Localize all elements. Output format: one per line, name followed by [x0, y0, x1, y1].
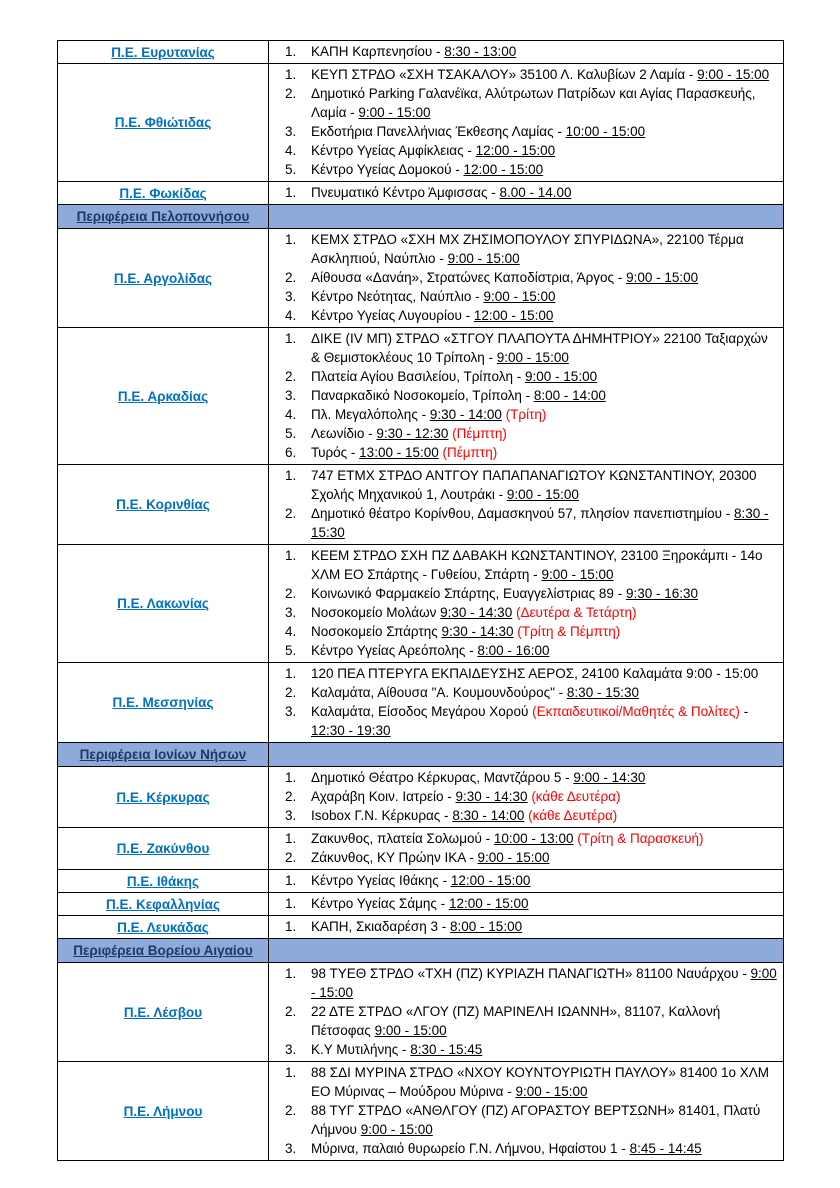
item-number: 2. — [285, 506, 297, 521]
location-text: Νοσοκομείο Σπάρτης — [311, 624, 442, 639]
item-text — [311, 306, 777, 325]
day-note: (Πέμπτη) — [438, 445, 498, 460]
location-text: ΚΕΜΧ ΣΤΡΔΟ «ΣΧΗ ΜΧ ΖΗΣΙΜΟΠΟΥΛΟΥ ΣΠΥΡΙΔΩΝΑ», 22100 Τέρμα Ασκληπιού, Ναύπλιο - — [311, 232, 744, 266]
time-range: 10:00 - 13:00 — [493, 831, 574, 846]
location-text: Αίθουσα «Δανάη», Στρατώνες Καποδίστρια, Άργος - — [311, 270, 627, 285]
list-item — [285, 917, 777, 936]
table-body — [58, 41, 784, 1161]
location-text: Ζακυνθος, πλατεία Σολωμού - — [311, 831, 494, 846]
location-text: Δημοτικό Θέατρο Κέρκυρας, Μαντζάρου 5 - — [311, 770, 574, 785]
item-number: 3. — [285, 124, 297, 139]
location-text: Κέντρο Υγείας Δομοκού - — [311, 162, 464, 177]
time-range: 9:00 - 15:00 — [360, 1122, 433, 1137]
item-text — [311, 287, 777, 306]
region-link[interactable]: Π.Ε. Λήμνου — [123, 1103, 203, 1119]
locations-cell — [269, 767, 784, 828]
item-number: 1. — [285, 548, 297, 563]
region-link[interactable]: Π.Ε. Κορινθίας — [116, 497, 210, 512]
time-range: 9:30 - 16:30 — [625, 586, 698, 601]
list-item — [285, 829, 777, 848]
list-item — [285, 183, 777, 202]
item-text — [311, 806, 777, 825]
item-text — [311, 603, 777, 622]
location-text: Isobox Γ.Ν. Κέρκυρας - — [311, 808, 453, 823]
time-range: 8:00 - 15:00 — [450, 919, 523, 934]
item-text — [311, 141, 777, 160]
time-range: 8:30 - 15:45 — [410, 1042, 483, 1057]
list-item — [285, 683, 777, 702]
item-text — [311, 443, 777, 462]
time-range: 9:00 - 15:00 — [525, 369, 598, 384]
region-name-cell — [58, 64, 269, 182]
locations-cell — [269, 893, 784, 916]
region-name-cell — [58, 963, 269, 1062]
time-range: 9:30 - 14:00 — [429, 407, 502, 422]
item-text — [311, 546, 777, 584]
item-number: 1. — [285, 185, 297, 200]
item-text — [311, 641, 777, 660]
item-number: 2. — [285, 850, 297, 865]
time-range: 10:00 - 15:00 — [565, 124, 646, 139]
item-number: 2. — [285, 270, 297, 285]
table-row — [58, 182, 784, 205]
item-text — [311, 65, 777, 84]
list-item — [285, 584, 777, 603]
region-schedule-table — [57, 40, 784, 1161]
locations-cell — [269, 870, 784, 893]
item-number: 5. — [285, 643, 297, 658]
region-name-cell — [58, 767, 269, 828]
item-text — [311, 871, 777, 890]
section-header-row — [58, 939, 784, 963]
item-text — [311, 84, 777, 122]
time-range: 9:00 - 15:00 — [447, 251, 520, 266]
item-number: 4. — [285, 308, 297, 323]
locations-cell — [269, 916, 784, 939]
item-number: 3. — [285, 1141, 297, 1156]
location-text: Πλατεία Αγίου Βασιλείου, Τρίπολη - — [311, 369, 526, 384]
item-text — [311, 183, 777, 202]
item-number: 1. — [285, 232, 297, 247]
time-range: 9:00 - 14:30 — [573, 770, 646, 785]
time-range: 9:30 - 14:30 — [441, 624, 514, 639]
list-item — [285, 641, 777, 660]
list-item — [285, 787, 777, 806]
locations-cell — [269, 663, 784, 743]
item-text — [311, 367, 777, 386]
item-number: 2. — [285, 86, 297, 101]
location-text: Παναρκαδικό Νοσοκομείο, Τρίπολη - — [311, 388, 534, 403]
table-row — [58, 916, 784, 939]
section-empty-cell — [269, 743, 784, 767]
list-item — [285, 367, 777, 386]
item-number: 1. — [285, 666, 297, 681]
list-item — [285, 1101, 777, 1139]
table-row — [58, 229, 784, 328]
time-range: 9:30 - 14:30 — [455, 789, 528, 804]
item-number: 3. — [285, 605, 297, 620]
location-text: Ζάκυνθος, ΚΥ Πρώην ΙΚΑ - — [311, 850, 478, 865]
time-range: 12:30 - 19:30 — [311, 723, 391, 738]
location-text: Εκδοτήρια Πανελλήνιας Έκθεσης Λαμίας - — [311, 124, 566, 139]
list-item — [285, 42, 777, 61]
item-text — [311, 329, 777, 367]
item-text — [311, 787, 777, 806]
location-text: Κ.Υ Μυτιλήνης - — [311, 1042, 411, 1057]
item-number: 3. — [285, 388, 297, 403]
list-item — [285, 546, 777, 584]
table-row — [58, 64, 784, 182]
table-row — [58, 328, 784, 465]
region-name-cell — [58, 663, 269, 743]
locations-cell — [269, 229, 784, 328]
list-item — [285, 768, 777, 787]
item-number: 2. — [285, 789, 297, 804]
list-item — [285, 1040, 777, 1059]
region-link[interactable]: Π.Ε. Ιθάκης — [126, 873, 200, 889]
location-text: Καλαμάτα, Αίθουσα "Α. Κουμουνδούρος" - — [311, 685, 567, 700]
section-header-row — [58, 743, 784, 767]
item-text — [311, 683, 777, 702]
table-row — [58, 893, 784, 916]
location-text: 22 ΔΤΕ ΣΤΡΔΟ «ΛΓΟΥ (ΠΖ) ΜΑΡΙΝΕΛΗ ΙΩΑΝΝΗ», 81107, Καλλονή Πέτσοφας — [311, 1004, 721, 1038]
time-range: 9:00 - 15:00 — [541, 567, 614, 582]
region-link[interactable]: Π.Ε. Ζακύνθου — [116, 841, 210, 856]
location-text: Αχαράβη Κοιν. Ιατρείο - — [311, 789, 456, 804]
region-name-cell — [58, 229, 269, 328]
location-text: - — [739, 704, 749, 719]
list-item — [285, 405, 777, 424]
region-name-cell — [58, 182, 269, 205]
table-row — [58, 465, 784, 545]
region-link[interactable]: Π.Ε. Λακωνίας — [117, 596, 209, 611]
item-number: 3. — [285, 808, 297, 823]
item-number: 3. — [285, 704, 297, 719]
location-text: Λεωνίδιο - — [311, 426, 377, 441]
list-item — [285, 443, 777, 462]
region-name-cell — [58, 1062, 269, 1161]
location-text: 98 ΤΥΕΘ ΣΤΡΔΟ «ΤΧΗ (ΠΖ) ΚΥΡΙΑΖΗ ΠΑΝΑΓΙΩΤΗ» 81100 Ναυάρχου - — [311, 966, 751, 981]
list-item — [285, 1139, 777, 1158]
time-range: 8:30 - 14:00 — [452, 808, 525, 823]
table-row — [58, 870, 784, 893]
time-range: 9:00 - 15:00 — [477, 850, 550, 865]
item-text — [311, 122, 777, 141]
item-text — [311, 230, 777, 268]
item-number: 1. — [285, 67, 297, 82]
item-number: 1. — [285, 331, 297, 346]
region-link[interactable]: Π.Ε. Λέσβου — [123, 1004, 203, 1020]
list-item — [285, 466, 777, 504]
region-link[interactable]: Π.Ε. Αργολίδας — [113, 270, 213, 286]
region-link[interactable]: Π.Ε. Κέρκυρας — [116, 789, 210, 805]
item-text — [311, 964, 777, 1002]
list-item — [285, 122, 777, 141]
location-text: ΔΙΚΕ (ΙV ΜΠ) ΣΤΡΔΟ «ΣΤΓΟΥ ΠΛΑΠΟΥΤΑ ΔΗΜΗΤΡΙΟΥ» 22100 Ταξιαρχών & Θεμιστοκλέους 10 Τρίπολη - — [311, 331, 768, 365]
item-text — [311, 1040, 777, 1059]
item-number: 3. — [285, 289, 297, 304]
item-number: 2. — [285, 586, 297, 601]
region-link[interactable]: Π.Ε. Λευκάδας — [117, 919, 209, 935]
locations-cell — [269, 182, 784, 205]
locations-cell — [269, 64, 784, 182]
table-row — [58, 545, 784, 663]
item-text — [311, 702, 777, 740]
day-note: (Τρίτη) — [501, 407, 547, 422]
region-name-cell — [58, 328, 269, 465]
section-title-cell — [58, 743, 269, 767]
locations-cell — [269, 545, 784, 663]
location-text: Τυρός - — [311, 445, 360, 460]
item-number: 1. — [285, 966, 297, 981]
time-range: 8.00 - 14.00 — [499, 185, 572, 200]
location-text: Καλαμάτα, Είσοδος Μεγάρου Χορού — [311, 704, 533, 719]
region-link[interactable]: Π.Ε. Ευρυτανίας — [111, 44, 215, 60]
locations-cell — [269, 328, 784, 465]
table-row — [58, 963, 784, 1062]
location-text: ΚΑΠΗ, Σκιαδαρέση 3 - — [311, 919, 451, 934]
list-item — [285, 1002, 777, 1040]
time-range: 13:00 - 15:00 — [359, 445, 439, 460]
time-range: 8:45 - 14:45 — [629, 1141, 702, 1156]
time-range: 9:00 - 15:00 — [483, 289, 556, 304]
location-text: Κέντρο Υγείας Σάμης - — [311, 896, 449, 911]
location-text: Πνευματικό Κέντρο Άμφισσας - — [311, 185, 500, 200]
region-link[interactable]: Π.Ε. Κεφαλληνίας — [106, 896, 220, 912]
list-item — [285, 287, 777, 306]
location-text: Κέντρο Υγείας Αμφίκλειας - — [311, 143, 476, 158]
item-text — [311, 622, 777, 641]
region-name-cell — [58, 828, 269, 870]
table-row — [58, 663, 784, 743]
item-number: 1. — [285, 770, 297, 785]
region-link[interactable]: Π.Ε. Φθιώτιδας — [114, 115, 212, 130]
location-text: ΚΑΠΗ Καρπενησίου - — [311, 44, 445, 59]
time-range: 8:30 - 15:30 — [311, 506, 769, 540]
item-text — [311, 504, 777, 542]
time-range: 8:30 - 15:30 — [566, 685, 639, 700]
item-number: 1. — [285, 468, 297, 483]
item-number: 1. — [285, 1065, 297, 1080]
list-item — [285, 1063, 777, 1101]
item-number: 1. — [285, 896, 297, 911]
section-title: Περιφέρεια Πελοποννήσου — [76, 209, 250, 224]
table-row — [58, 828, 784, 870]
region-name-cell — [58, 870, 269, 893]
list-item — [285, 424, 777, 443]
list-item — [285, 702, 777, 740]
item-text — [311, 768, 777, 787]
item-number: 5. — [285, 426, 297, 441]
list-item — [285, 603, 777, 622]
location-text: Μύρινα, παλαιό θυρωρείο Γ.Ν. Λήμνου, Ηφαίστου 1 - — [311, 1141, 630, 1156]
location-text: Κοινωνικό Φαρμακείο Σπάρτης, Ευαγγελίστριας 89 - — [311, 586, 626, 601]
location-text: Κέντρο Υγείας Λυγουρίου - — [311, 308, 474, 323]
item-number: 2. — [285, 1004, 297, 1019]
time-range: 9:00 - 15:00 — [626, 270, 699, 285]
region-link[interactable]: Π.Ε. Φωκίδας — [119, 185, 207, 201]
location-text: 747 ΕΤΜΧ ΣΤΡΔΟ ΑΝΤΓΟΥ ΠΑΠΑΠΑΝΑΓΙΩΤΟΥ ΚΩΝΣΤΑΝΤΙΝΟΥ, 20300 Σχολής Μηχανικού 1, Λουτράκι - — [311, 468, 757, 502]
list-item — [285, 230, 777, 268]
item-text — [311, 1002, 777, 1040]
time-range: 9:00 - 15:00 — [697, 67, 770, 82]
list-item — [285, 964, 777, 1002]
item-number: 1. — [285, 831, 297, 846]
item-text — [311, 386, 777, 405]
location-text: 120 ΠΕΑ ΠΤΕΡΥΓΑ ΕΚΠΑΙΔΕΥΣΗΣ ΑΕΡΟΣ, 24100 Καλαμάτα 9:00 - 15:00 — [311, 666, 759, 681]
item-number: 6. — [285, 445, 297, 460]
locations-cell — [269, 963, 784, 1062]
region-name-cell — [58, 545, 269, 663]
region-name-cell — [58, 893, 269, 916]
item-text — [311, 917, 777, 936]
locations-cell — [269, 1062, 784, 1161]
time-range: 12:00 - 15:00 — [448, 896, 529, 911]
location-text: Δημοτικό Parking Γαλανέϊκα, Αλύτρωτων Πατρίδων και Αγίας Παρασκευής, Λαμία - — [311, 86, 756, 120]
location-text: 88 ΣΔΙ ΜΥΡΙΝΑ ΣΤΡΔΟ «ΝΧΟΥ ΚΟΥΝΤΟΥΡΙΩΤΗ ΠΑΥΛΟΥ» 81400 1ο ΧΛΜ ΕΟ Μύρινας – Μούδρου Μύρινα - — [311, 1065, 770, 1099]
section-header-row — [58, 205, 784, 229]
item-text — [311, 664, 777, 683]
time-range: 9:30 - 14:30 — [440, 605, 513, 620]
time-range: 9:00 - 15:00 — [374, 1023, 447, 1038]
location-text: Κέντρο Υγείας Αρεόπολης - — [311, 643, 478, 658]
day-note: (κάθε Δευτέρα) — [527, 789, 621, 804]
item-number: 2. — [285, 1103, 297, 1118]
item-number: 1. — [285, 44, 297, 59]
list-item — [285, 84, 777, 122]
item-number: 4. — [285, 624, 297, 639]
item-text — [311, 405, 777, 424]
time-range: 12:00 - 15:00 — [473, 308, 554, 323]
location-text: 88 ΤΥΓ ΣΤΡΔΟ «ΑΝΘΛΓΟΥ (ΠΖ) ΑΓΟΡΑΣΤΟΥ ΒΕΡΤΣΩΝΗ» 81401, Πλατύ Λήμνου — [311, 1103, 761, 1137]
location-text: Κέντρο Υγείας Ιθάκης - — [311, 873, 451, 888]
item-text — [311, 466, 777, 504]
list-item — [285, 806, 777, 825]
day-note: (Τρίτη & Παρασκευή) — [573, 831, 704, 846]
item-number: 5. — [285, 162, 297, 177]
item-text — [311, 848, 777, 867]
list-item — [285, 894, 777, 913]
locations-cell — [269, 828, 784, 870]
list-item — [285, 386, 777, 405]
day-note: (Δευτέρα & Τετάρτη) — [512, 605, 637, 620]
item-number: 2. — [285, 369, 297, 384]
time-range: 8:30 - 13:00 — [444, 44, 517, 59]
section-title: Περιφέρεια Βορείου Αιγαίου — [73, 943, 253, 958]
list-item — [285, 268, 777, 287]
day-note: (κάθε Δευτέρα) — [524, 808, 618, 823]
day-note: (Πέμπτη) — [448, 426, 507, 441]
time-range: 12:00 - 15:00 — [463, 162, 544, 177]
table-row — [58, 767, 784, 828]
location-text: Νοσοκομείο Μολάων — [311, 605, 441, 620]
time-range: 8:00 - 16:00 — [477, 643, 550, 658]
section-title-cell — [58, 939, 269, 963]
list-item — [285, 622, 777, 641]
list-item — [285, 504, 777, 542]
day-note: (Τρίτη & Πέμπτη) — [513, 624, 621, 639]
time-range: 9:30 - 12:30 — [376, 426, 449, 441]
item-text — [311, 584, 777, 603]
time-range: 9:00 - 15:00 — [311, 966, 777, 1000]
item-text — [311, 160, 777, 179]
item-number: 4. — [285, 407, 297, 422]
section-empty-cell — [269, 205, 784, 229]
item-text — [311, 1063, 777, 1101]
item-text — [311, 42, 777, 61]
time-range: 12:00 - 15:00 — [450, 873, 531, 888]
item-text — [311, 1139, 777, 1158]
region-name-cell — [58, 41, 269, 64]
table-row — [58, 41, 784, 64]
time-range: 12:00 - 15:00 — [475, 143, 556, 158]
region-name-cell — [58, 465, 269, 545]
location-text: ΚΕΕΜ ΣΤΡΔΟ ΣΧΗ ΠΖ ΔΑΒΑΚΗ ΚΩΝΣΤΑΝΤΙΝΟΥ, 23100 Ξηροκάμπι - 14ο ΧΛΜ ΕΟ Σπάρτης - Γυθείου, Σπάρτη - — [311, 548, 763, 582]
list-item — [285, 871, 777, 890]
list-item — [285, 848, 777, 867]
item-number: 4. — [285, 143, 297, 158]
item-number: 1. — [285, 873, 297, 888]
list-item — [285, 160, 777, 179]
location-text: Δημοτικό θέατρο Κορίνθου, Δαμασκηνού 57, πλησίον πανεπιστημίου - — [311, 506, 734, 521]
item-number: 3. — [285, 1042, 297, 1057]
item-number: 2. — [285, 685, 297, 700]
list-item — [285, 65, 777, 84]
item-text — [311, 829, 777, 848]
location-text: ΚΕΥΠ ΣΤΡΔΟ «ΣΧΗ ΤΣΑΚΑΛΟΥ» 35100 Λ. Καλυβίων 2 Λαμία - — [311, 67, 698, 82]
section-empty-cell — [269, 939, 784, 963]
item-text — [311, 424, 777, 443]
locations-cell — [269, 41, 784, 64]
time-range: 9:00 - 15:00 — [358, 105, 431, 120]
time-range: 9:00 - 15:00 — [496, 350, 569, 365]
list-item — [285, 141, 777, 160]
list-item — [285, 306, 777, 325]
region-link[interactable]: Π.Ε. Μεσσηνίας — [112, 695, 214, 710]
time-range: 9:00 - 15:00 — [515, 1084, 588, 1099]
table-row — [58, 1062, 784, 1161]
location-text: Κέντρο Νεότητας, Ναύπλιο - — [311, 289, 484, 304]
locations-cell — [269, 465, 784, 545]
time-range: 9:00 - 15:00 — [506, 487, 579, 502]
section-title-cell — [58, 205, 269, 229]
location-text: Πλ. Μεγαλόπολης - — [311, 407, 430, 422]
region-link[interactable]: Π.Ε. Αρκαδίας — [117, 388, 209, 404]
item-text — [311, 894, 777, 913]
region-name-cell — [58, 916, 269, 939]
day-note: (Εκπαιδευτικοί/Μαθητές & Πολίτες) — [532, 704, 740, 719]
section-title: Περιφέρεια Ιονίων Νήσων — [79, 747, 247, 762]
item-text — [311, 268, 777, 287]
item-number: 1. — [285, 919, 297, 934]
time-range: 8:00 - 14:00 — [533, 388, 606, 403]
list-item — [285, 329, 777, 367]
item-text — [311, 1101, 777, 1139]
list-item — [285, 664, 777, 683]
